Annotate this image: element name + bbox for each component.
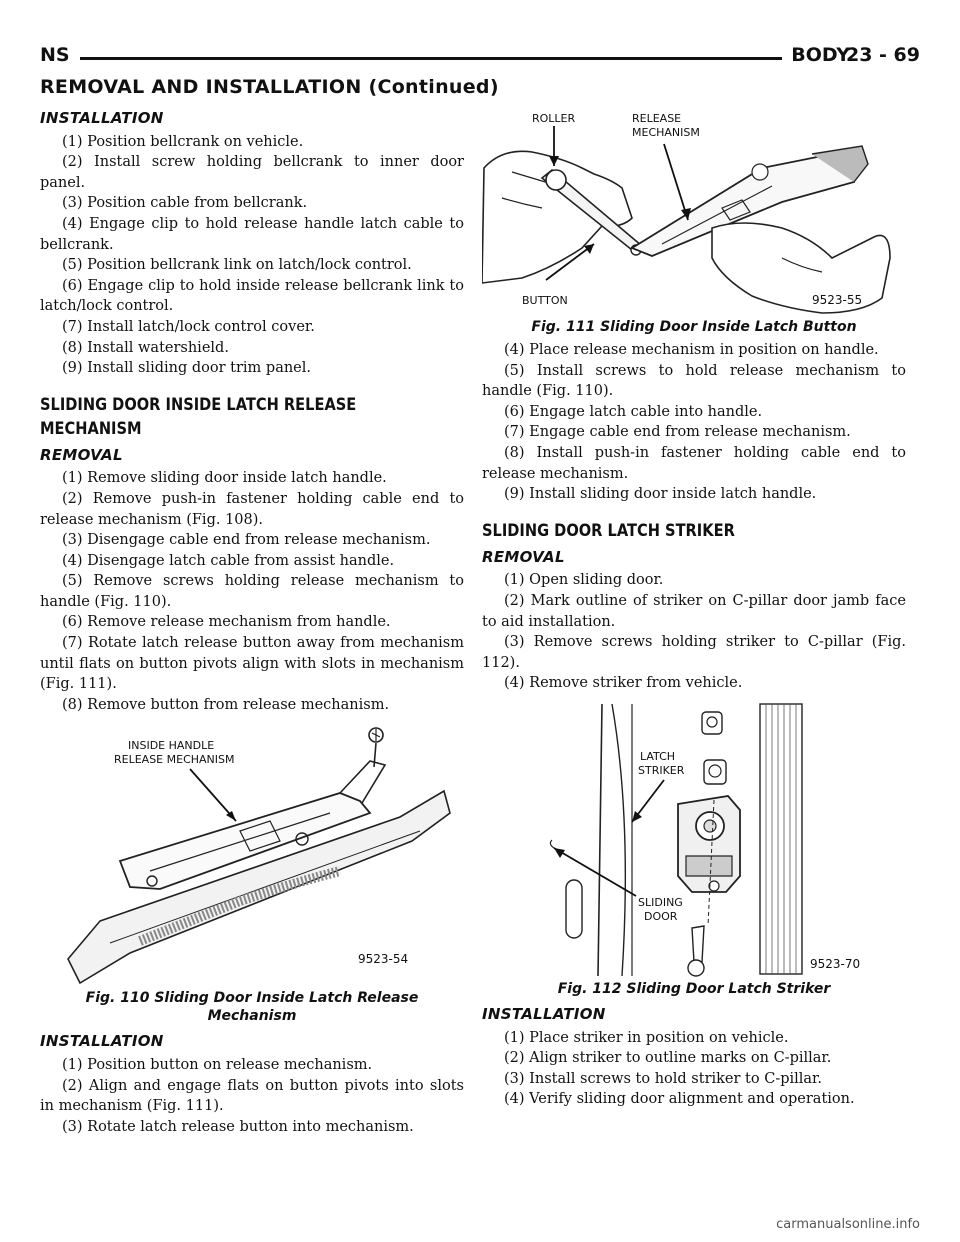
fig112-label-striker: STRIKER <box>638 763 685 777</box>
fig111-code: 9523-55 <box>812 293 863 307</box>
right-column <box>482 108 906 1110</box>
figure-111 <box>482 108 906 336</box>
step: (6) Remove release mechanism from handle. <box>62 614 391 631</box>
step: (8) Remove button from release mechanism. <box>62 696 390 713</box>
step: (8) Install push-in fastener holding cable end to release mechanism. <box>482 444 906 482</box>
step: (7) Engage cable end from release mechanism. <box>504 424 851 441</box>
step: (1) Remove sliding door inside latch handle. <box>62 470 387 487</box>
fig111-caption: Fig. 111 Sliding Door Inside Latch Button <box>531 319 857 335</box>
step: (2) Mark outline of striker on C-pillar door jamb face to aid installation. <box>482 592 906 630</box>
step: (3) Rotate latch release button into mechanism. <box>62 1118 414 1135</box>
page-header <box>40 44 920 70</box>
step: (1) Place striker in position on vehicle. <box>504 1029 789 1046</box>
watermark: carmanualsonline.info <box>776 1217 920 1232</box>
continued-install-steps <box>482 340 906 505</box>
continued-heading: REMOVAL AND INSTALLATION (Continued) <box>40 76 499 98</box>
step: (4) Verify sliding door alignment and operation. <box>504 1091 855 1108</box>
step: (5) Install screws to hold release mechanism to handle (Fig. 110). <box>482 362 906 400</box>
removal-heading-striker: REMOVAL <box>482 547 565 566</box>
latch-button-illustration <box>482 108 892 318</box>
step: (7) Install latch/lock control cover. <box>62 318 315 335</box>
installation-steps <box>40 132 464 379</box>
fig112-caption: Fig. 112 Sliding Door Latch Striker <box>557 980 831 997</box>
step: (2) Align striker to outline marks on C-pillar. <box>504 1050 832 1067</box>
fig110-label-line2: RELEASE MECHANISM <box>114 753 235 767</box>
step: (6) Engage latch cable into handle. <box>504 403 763 420</box>
removal-heading: REMOVAL <box>40 445 123 464</box>
fig112-code: 9523-70 <box>810 956 861 971</box>
step: (1) Position bellcrank on vehicle. <box>62 133 304 150</box>
step: (2) Install screw holding bellcrank to inner door panel. <box>40 154 464 191</box>
fig111-label-release: RELEASE <box>632 112 682 125</box>
fig112-label-sliding: SLIDING <box>638 895 683 909</box>
step: (9) Install sliding door trim panel. <box>62 360 312 377</box>
installation-heading: INSTALLATION <box>40 109 164 127</box>
step: (6) Engage clip to hold inside release bellcrank link to latch/lock control. <box>40 277 464 315</box>
step: (5) Remove screws holding release mechanism to handle (Fig. 110). <box>40 573 464 610</box>
step: (4) Place release mechanism in position on handle. <box>504 342 879 358</box>
step: (1) Open sliding door. <box>504 572 664 589</box>
step: (4) Engage clip to hold release handle latch cable to bellcrank. <box>40 215 464 253</box>
fig112-label-latch: LATCH <box>640 749 676 763</box>
release-mechanism-illustration <box>40 721 464 989</box>
installation-heading-striker: INSTALLATION <box>482 1004 606 1023</box>
step: (5) Position bellcrank link on latch/lock control. <box>62 257 412 274</box>
fig111-label-button: BUTTON <box>522 294 568 307</box>
fig110-label-line1: INSIDE HANDLE <box>128 739 215 753</box>
fig111-label-roller: ROLLER <box>532 112 576 125</box>
step: (9) Install sliding door inside latch handle. <box>504 486 817 503</box>
figure-112 <box>482 700 906 998</box>
header-rule <box>80 57 782 60</box>
step: (4) Remove striker from vehicle. <box>504 675 743 692</box>
page-number: 23 - 69 <box>846 44 920 66</box>
section-name: BODY <box>791 44 850 66</box>
step: (2) Align and engage flats on button pivots into slots in mechanism (Fig. 111). <box>40 1077 464 1115</box>
section-title-release-mechanism: SLIDING DOOR INSIDE LATCH RELEASE MECHANISM <box>40 394 357 439</box>
installation2-heading: INSTALLATION <box>40 1032 164 1051</box>
model-code: NS <box>40 44 70 66</box>
fig111-label-mechanism: MECHANISM <box>632 126 700 139</box>
step: (2) Remove push-in fastener holding cable end to release mechanism (Fig. 108). <box>40 490 464 528</box>
fig110-code: 9523-54 <box>358 952 409 967</box>
figure-110 <box>40 721 464 1025</box>
removal-steps <box>40 468 464 715</box>
installation2-steps <box>40 1055 464 1137</box>
left-column <box>40 108 464 1137</box>
latch-striker-illustration <box>482 700 892 980</box>
step: (3) Position cable from bellcrank. <box>62 195 308 212</box>
step: (3) Install screws to hold striker to C-pillar. <box>504 1070 823 1087</box>
step: (3) Remove screws holding striker to C-pillar (Fig. 112). <box>482 634 906 671</box>
step: (7) Rotate latch release button away from mechanism until flats on button pivots align with slots in mechanism (Fig. 111). <box>40 635 464 693</box>
fig112-label-door: DOOR <box>644 909 678 923</box>
fig110-caption: Fig. 110 Sliding Door Inside Latch Release Mechanism <box>85 990 419 1025</box>
section-title-latch-striker: SLIDING DOOR LATCH STRIKER <box>482 520 735 541</box>
step: (8) Install watershield. <box>62 339 229 356</box>
step: (4) Disengage latch cable from assist handle. <box>62 552 395 569</box>
striker-installation-steps <box>482 1028 906 1110</box>
striker-removal-steps <box>482 570 906 694</box>
step: (3) Disengage cable end from release mechanism. <box>62 532 431 549</box>
step: (1) Position button on release mechanism. <box>62 1057 373 1074</box>
